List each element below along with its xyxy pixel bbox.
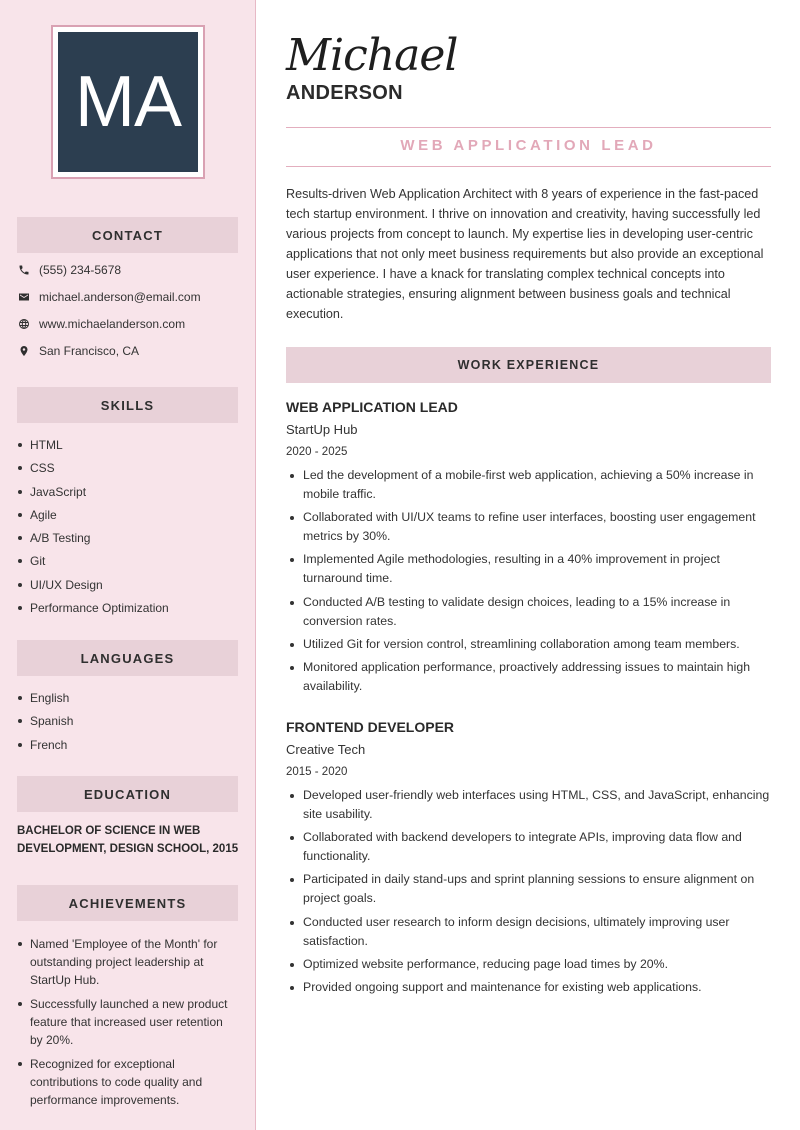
skills-list <box>17 436 242 622</box>
list-item: HTML <box>17 436 242 454</box>
map-pin-icon <box>17 344 31 358</box>
contact-location <box>17 344 139 358</box>
summary: Results-driven Web Application Architect with 8 years of experience in the fast-paced tech startup environment. I thrive on innovation and creativity, having successfully led various projects from concept to launch. My expertise lies in developing user-centric applications that not only meet business requirements but also provide an exceptional user experience. I have a knack for translating complex technical concepts into actionable strategies, ensuring alignment between business goals and technical execution. <box>286 187 764 321</box>
divider <box>286 166 771 167</box>
job-entry <box>286 718 772 1001</box>
languages-header: LANGUAGES <box>17 640 238 676</box>
job-role: WEB APPLICATION LEAD <box>286 399 458 415</box>
job-title: WEB APPLICATION LEAD <box>400 137 657 154</box>
contact-header: CONTACT <box>17 217 238 253</box>
divider <box>286 127 771 128</box>
list-item: A/B Testing <box>17 529 242 547</box>
list-item: Provided ongoing support and maintenance for existing web applications. <box>286 978 772 997</box>
first-name: Michael <box>286 30 458 81</box>
list-item: Led the development of a mobile-first web application, achieving a 50% increase in mobile traffic. <box>286 466 772 504</box>
list-item: Optimized website performance, reducing page load times by 20%. <box>286 955 772 974</box>
languages-list <box>17 689 242 759</box>
location-text: San Francisco, CA <box>39 344 140 358</box>
list-item: English <box>17 689 242 707</box>
list-item: Utilized Git for version control, streamlining collaboration among team members. <box>286 635 772 654</box>
list-item: Agile <box>17 506 242 524</box>
website-text: www.michaelanderson.com <box>39 317 186 331</box>
job-company: Creative Tech <box>286 742 366 757</box>
job-bullets <box>286 466 772 696</box>
list-item: Git <box>17 552 242 570</box>
monogram: MA <box>58 32 198 172</box>
list-item: Named 'Employee of the Month' for outstanding project leadership at StartUp Hub. <box>17 935 232 989</box>
phone-icon <box>17 263 31 277</box>
monogram-frame <box>51 25 205 179</box>
achievements-header: ACHIEVEMENTS <box>17 885 238 921</box>
list-item: Conducted user research to inform design decisions, ultimately improving user satisfaction. <box>286 913 772 951</box>
list-item: Collaborated with UI/UX teams to refine user interfaces, boosting user engagement metrics by 30%. <box>286 508 772 546</box>
list-item: French <box>17 736 242 754</box>
list-item: Successfully launched a new product feature that increased user retention by 20%. <box>17 995 232 1049</box>
list-item: Spanish <box>17 712 242 730</box>
list-item: CSS <box>17 459 242 477</box>
education-header: EDUCATION <box>17 776 238 812</box>
job-role: FRONTEND DEVELOPER <box>286 719 455 735</box>
achievements-list <box>17 935 232 1115</box>
skills-header: SKILLS <box>17 387 238 423</box>
phone-text: (555) 234-5678 <box>39 263 122 277</box>
list-item: JavaScript <box>17 483 242 501</box>
email-text: michael.anderson@email.com <box>39 290 201 304</box>
contact-website <box>17 317 185 331</box>
job-entry <box>286 398 772 700</box>
list-item: Developed user-friendly web interfaces using HTML, CSS, and JavaScript, enhancing site usability. <box>286 786 772 824</box>
list-item: Collaborated with backend developers to integrate APIs, improving data flow and functionality. <box>286 828 772 866</box>
globe-icon <box>17 317 31 331</box>
list-item: Implemented Agile methodologies, resulting in a 40% improvement in project turnaround time. <box>286 550 772 588</box>
list-item: Conducted A/B testing to validate design choices, leading to a 15% increase in conversion rates. <box>286 593 772 631</box>
job-bullets <box>286 786 772 997</box>
job-company: StartUp Hub <box>286 422 358 437</box>
list-item: Recognized for exceptional contributions to code quality and performance improvements. <box>17 1055 232 1109</box>
list-item: Monitored application performance, proactively addressing issues to maintain high availability. <box>286 658 772 696</box>
list-item: Participated in daily stand-ups and sprint planning sessions to ensure alignment on project goals. <box>286 870 772 908</box>
list-item: Performance Optimization <box>17 599 242 617</box>
job-dates: 2020 - 2025 <box>286 446 348 458</box>
contact-email <box>17 290 201 304</box>
education-degree: BACHELOR OF SCIENCE IN WEB DEVELOPMENT, DESIGN SCHOOL, 2015 <box>17 825 239 855</box>
contact-phone <box>17 263 121 277</box>
work-experience-header: WORK EXPERIENCE <box>286 347 771 383</box>
job-dates: 2015 - 2020 <box>286 766 348 778</box>
last-name: ANDERSON <box>286 82 403 104</box>
sidebar <box>0 0 256 1130</box>
envelope-icon <box>17 290 31 304</box>
list-item: UI/UX Design <box>17 576 242 594</box>
